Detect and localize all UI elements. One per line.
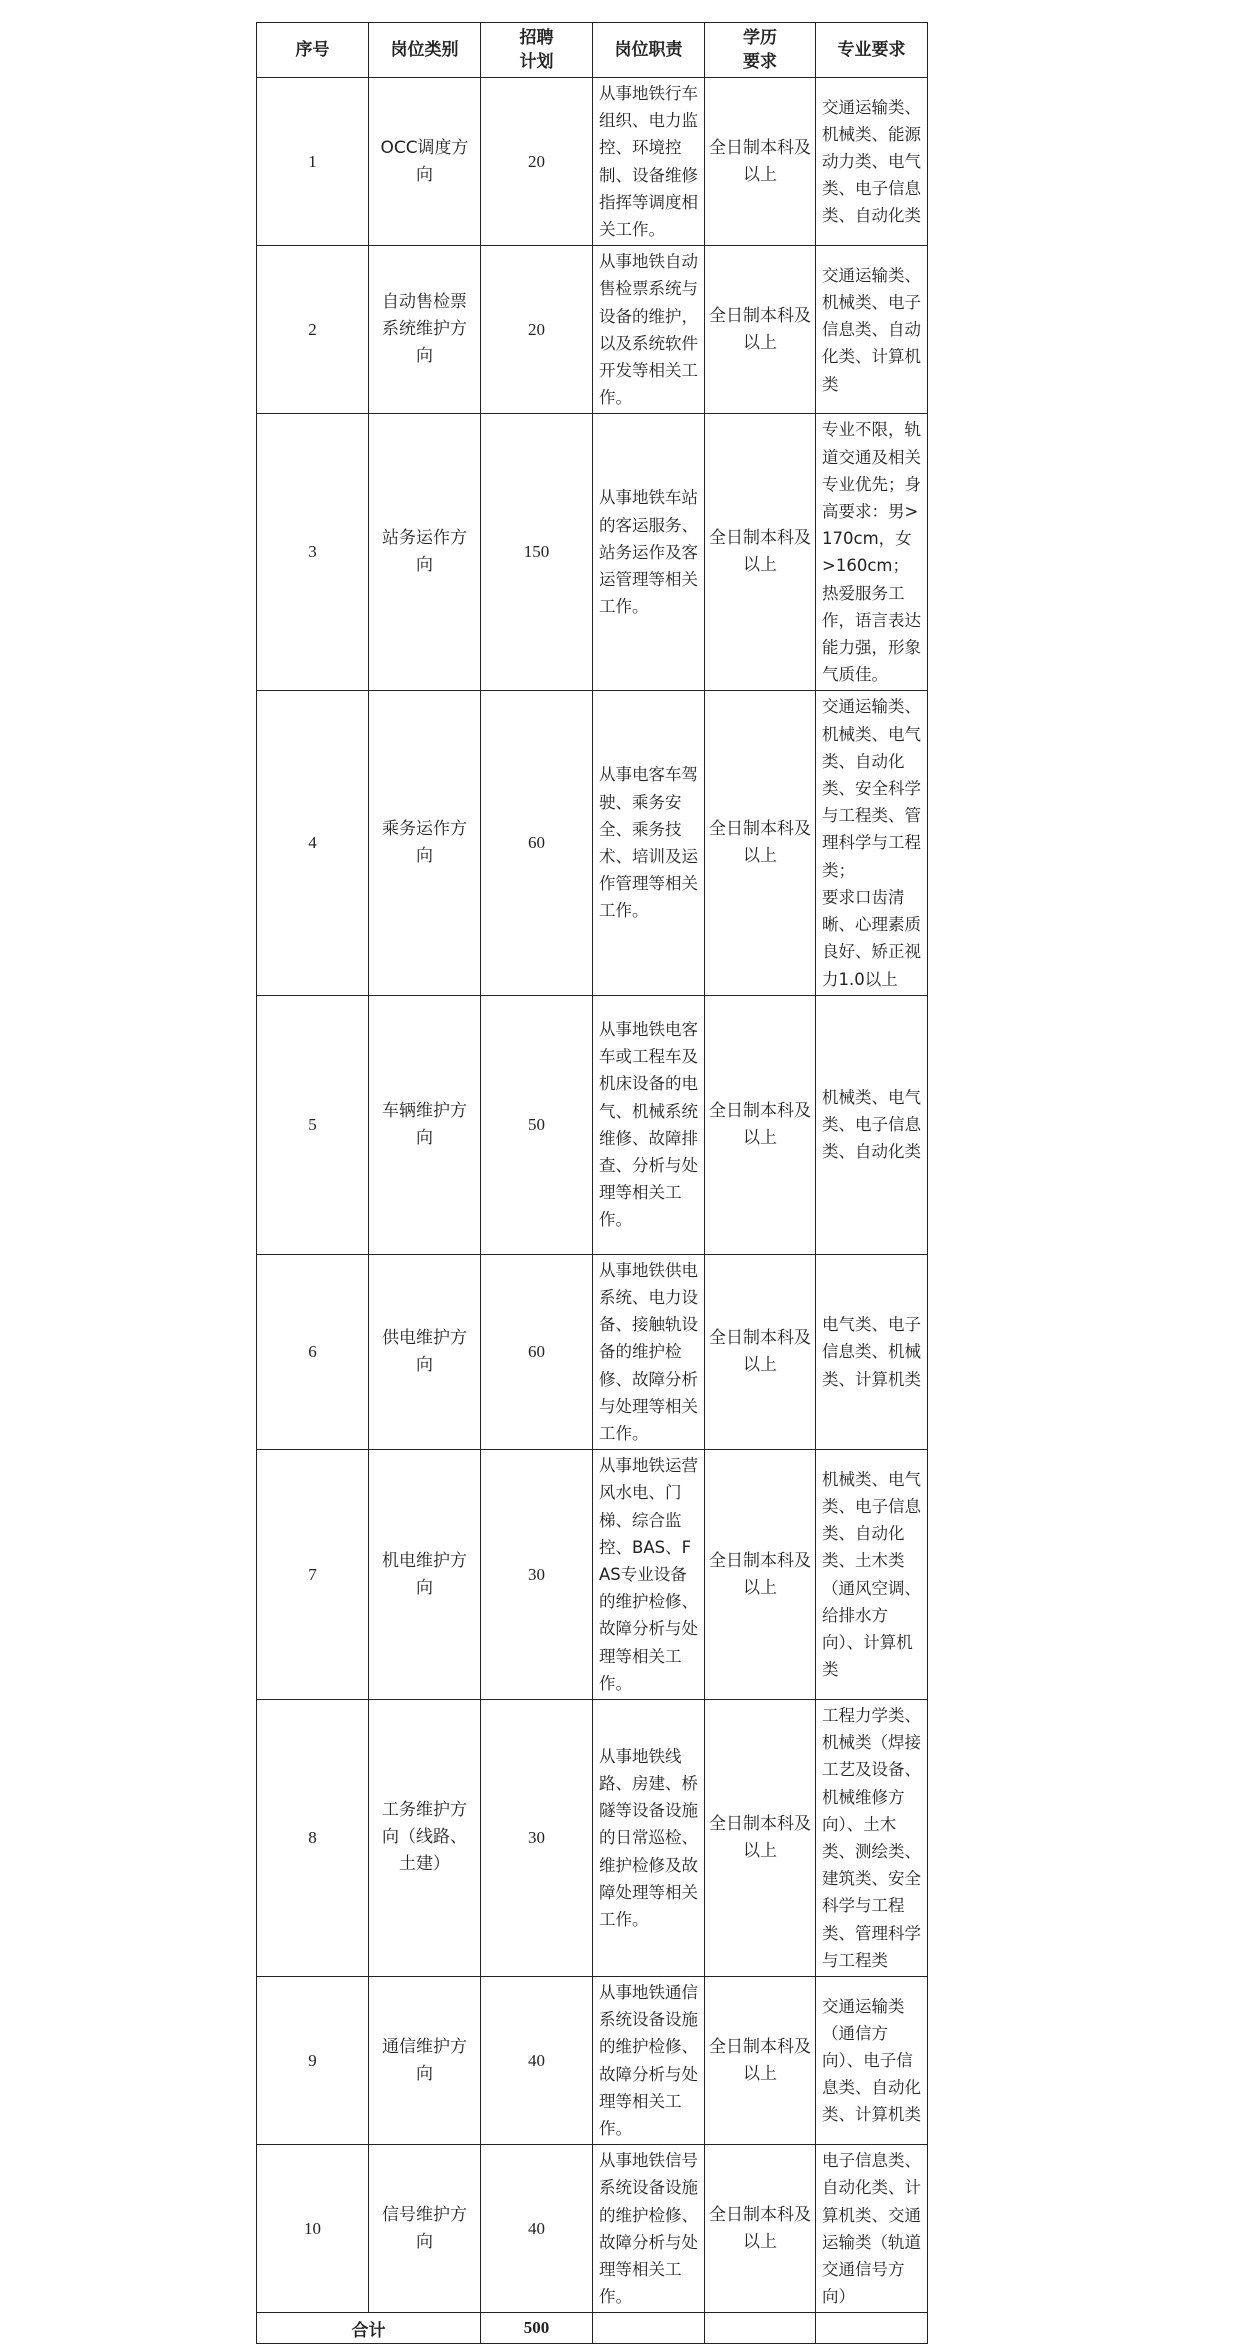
total-empty-cell: [816, 2313, 928, 2344]
table-row: [257, 246, 928, 414]
row-category: 自动售检票系统维护方向: [369, 246, 481, 414]
table-row: [257, 1254, 928, 1449]
row-category: 车辆维护方向: [369, 995, 481, 1254]
row-plan: 20: [481, 78, 593, 246]
table-row: [257, 414, 928, 691]
row-major: 交通运输类、机械类、电气类、自动化类、安全科学与工程类、管理科学与工程类； 要求口齿清晰、心理素质良好、矫正视力1.0以上: [816, 691, 928, 995]
total-empty-cell: [705, 2313, 816, 2344]
row-duty: 从事地铁供电系统、电力设备、接触轨设备的维护检修、故障分析与处理等相关工作。: [593, 1254, 705, 1449]
table-row: [257, 1450, 928, 1700]
row-major: 交通运输类（通信方向）、电子信息类、自动化类、计算机类: [816, 1976, 928, 2144]
row-major: 电子信息类、自动化类、计算机类、交通运输类（轨道交通信号方向）: [816, 2145, 928, 2313]
table-body: [257, 78, 928, 2313]
row-category: 供电维护方向: [369, 1254, 481, 1449]
row-index: 6: [257, 1254, 369, 1449]
row-education: 全日制本科及以上: [705, 995, 816, 1254]
row-index: 4: [257, 691, 369, 995]
row-major: 专业不限，轨道交通及相关专业优先；身高要求：男>170cm，女>160cm；热爱服务工作，语言表达能力强，形象气质佳。: [816, 414, 928, 691]
row-index: 10: [257, 2145, 369, 2313]
row-duty: 从事地铁自动售检票系统与设备的维护，以及系统软件开发等相关工作。: [593, 246, 705, 414]
row-plan: 150: [481, 414, 593, 691]
row-index: 7: [257, 1450, 369, 1700]
row-major: 交通运输类、机械类、能源动力类、电气类、电子信息类、自动化类: [816, 78, 928, 246]
table-row: [257, 995, 928, 1254]
row-education: 全日制本科及以上: [705, 1450, 816, 1700]
header-category: 岗位类别: [369, 23, 481, 78]
row-major: 电气类、电子信息类、机械类、计算机类: [816, 1254, 928, 1449]
row-education: 全日制本科及以上: [705, 1976, 816, 2144]
row-major: 工程力学类、机械类（焊接工艺及设备、机械维修方向）、土木类、测绘类、建筑类、安全科学与工程类、管理科学与工程类: [816, 1699, 928, 1976]
row-education: 全日制本科及以上: [705, 691, 816, 995]
row-category: 乘务运作方向: [369, 691, 481, 995]
total-empty-cell: [593, 2313, 705, 2344]
row-duty: 从事地铁信号系统设备设施的维护检修、故障分析与处理等相关工作。: [593, 2145, 705, 2313]
total-label: 合计: [257, 2313, 481, 2344]
row-category: 通信维护方向: [369, 1976, 481, 2144]
row-category: OCC调度方向: [369, 78, 481, 246]
row-index: 9: [257, 1976, 369, 2144]
header-education: 学历 要求: [705, 23, 816, 78]
row-plan: 30: [481, 1699, 593, 1976]
row-index: 3: [257, 414, 369, 691]
recruitment-table: [256, 22, 928, 2344]
header-row: [257, 23, 928, 78]
row-index: 1: [257, 78, 369, 246]
row-plan: 20: [481, 246, 593, 414]
row-plan: 50: [481, 995, 593, 1254]
row-index: 5: [257, 995, 369, 1254]
row-duty: 从事地铁运营风水电、门梯、综合监控、BAS、FAS专业设备的维护检修、故障分析与处理等相关工作。: [593, 1450, 705, 1700]
row-duty: 从事地铁电客车或工程车及机床设备的电气、机械系统维修、故障排查、分析与处理等相关工作。: [593, 995, 705, 1254]
row-plan: 60: [481, 1254, 593, 1449]
row-plan: 60: [481, 691, 593, 995]
row-major: 交通运输类、机械类、电子信息类、自动化类、计算机类: [816, 246, 928, 414]
row-education: 全日制本科及以上: [705, 78, 816, 246]
row-category: 站务运作方向: [369, 414, 481, 691]
row-duty: 从事电客车驾驶、乘务安全、乘务技术、培训及运作管理等相关工作。: [593, 691, 705, 995]
row-plan: 40: [481, 2145, 593, 2313]
row-category: 机电维护方向: [369, 1450, 481, 1700]
row-education: 全日制本科及以上: [705, 414, 816, 691]
row-education: 全日制本科及以上: [705, 1254, 816, 1449]
table-row: [257, 691, 928, 995]
table-row: [257, 78, 928, 246]
table-row: [257, 2145, 928, 2313]
row-major: 机械类、电气类、电子信息类、自动化类、土木类（通风空调、给排水方向）、计算机类: [816, 1450, 928, 1700]
row-duty: 从事地铁通信系统设备设施的维护检修、故障分析与处理等相关工作。: [593, 1976, 705, 2144]
row-duty: 从事地铁车站的客运服务、站务运作及客运管理等相关工作。: [593, 414, 705, 691]
row-category: 工务维护方向（线路、土建）: [369, 1699, 481, 1976]
row-education: 全日制本科及以上: [705, 2145, 816, 2313]
row-education: 全日制本科及以上: [705, 246, 816, 414]
header-duty: 岗位职责: [593, 23, 705, 78]
row-category: 信号维护方向: [369, 2145, 481, 2313]
table-row: [257, 1976, 928, 2144]
row-plan: 40: [481, 1976, 593, 2144]
total-value: 500: [481, 2313, 593, 2344]
row-plan: 30: [481, 1450, 593, 1700]
header-major: 专业要求: [816, 23, 928, 78]
total-row: [257, 2313, 928, 2344]
row-duty: 从事地铁行车组织、电力监控、环境控制、设备维修指挥等调度相关工作。: [593, 78, 705, 246]
header-index: 序号: [257, 23, 369, 78]
row-duty: 从事地铁线路、房建、桥隧等设备设施的日常巡检、维护检修及故障处理等相关工作。: [593, 1699, 705, 1976]
row-index: 8: [257, 1699, 369, 1976]
row-index: 2: [257, 246, 369, 414]
row-major: 机械类、电气类、电子信息类、自动化类: [816, 995, 928, 1254]
table-row: [257, 1699, 928, 1976]
row-education: 全日制本科及以上: [705, 1699, 816, 1976]
header-plan: 招聘 计划: [481, 23, 593, 78]
